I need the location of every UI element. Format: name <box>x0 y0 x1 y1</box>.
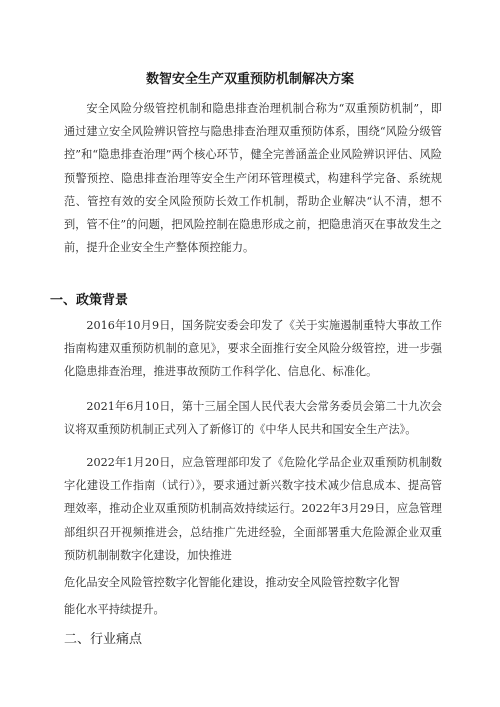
policy-paragraph-2: 2021年6月10日，第十三届全国人民代表大会常务委员会第二十九次会议将双重预防机制正式列入了新修订的《中华人民共和国安全生产法》。 <box>64 400 442 437</box>
document-title: 数智安全生产双重预防机制解决方案 <box>145 72 354 87</box>
intro-paragraph: 安全风险分级管控机制和隐患排查治理机制合称为“双重预防机制”，即通过建立安全风险辨识管控与隐患排查治理双重预防体系，围绕“风险分级管控”和“隐患排查治理”两个核心环节，健全完善涵盖企业风险辨识评估、风险预警预控、隐患排查治理等安全生产闭环管理模式，构建科学完备、系统规范、管控有效的安全风险预防长效工作机制，帮助企业解决“认不清，想不到，管不住”的问题，把风险控制在隐患形成之前，把隐患消灭在事故发生之前，提升企业安全生产整体预控能力。 <box>64 102 442 255</box>
policy-continuation-line-2: 能化水平持续提升。 <box>64 603 165 616</box>
policy-paragraph-3: 2022年1月20日，应急管理部印发了《危险化学品企业双重预防机制数字化建设工作指南（试行）》，要求通过新兴数字技术减少信息成本、提高管理效率，推动企业双重预防机制高效持续运行。2022年3月29日，应急管理部组织召开视频推进会，总结推广先进经验，全面部署重大危险源企业双重预防机制制数字化建设，加快推进 <box>64 456 442 562</box>
section-heading-pain-points: 二、行业痛点 <box>64 632 143 647</box>
policy-continuation-line-1: 危化品安全风险管控数字化智能化建设，推动安全风险管控数字化智 <box>64 576 400 589</box>
policy-paragraph-1: 2016年10月9日，国务院安委会印发了《关于实施遏制重特大事故工作指南构建双重预防机制的意见》，要求全面推行安全风险分级管控，进一步强化隐患排查治理，推进事故预防工作科学化、信息化、标准化。 <box>64 319 442 379</box>
section-heading-policy: 一、政策背景 <box>50 293 129 308</box>
